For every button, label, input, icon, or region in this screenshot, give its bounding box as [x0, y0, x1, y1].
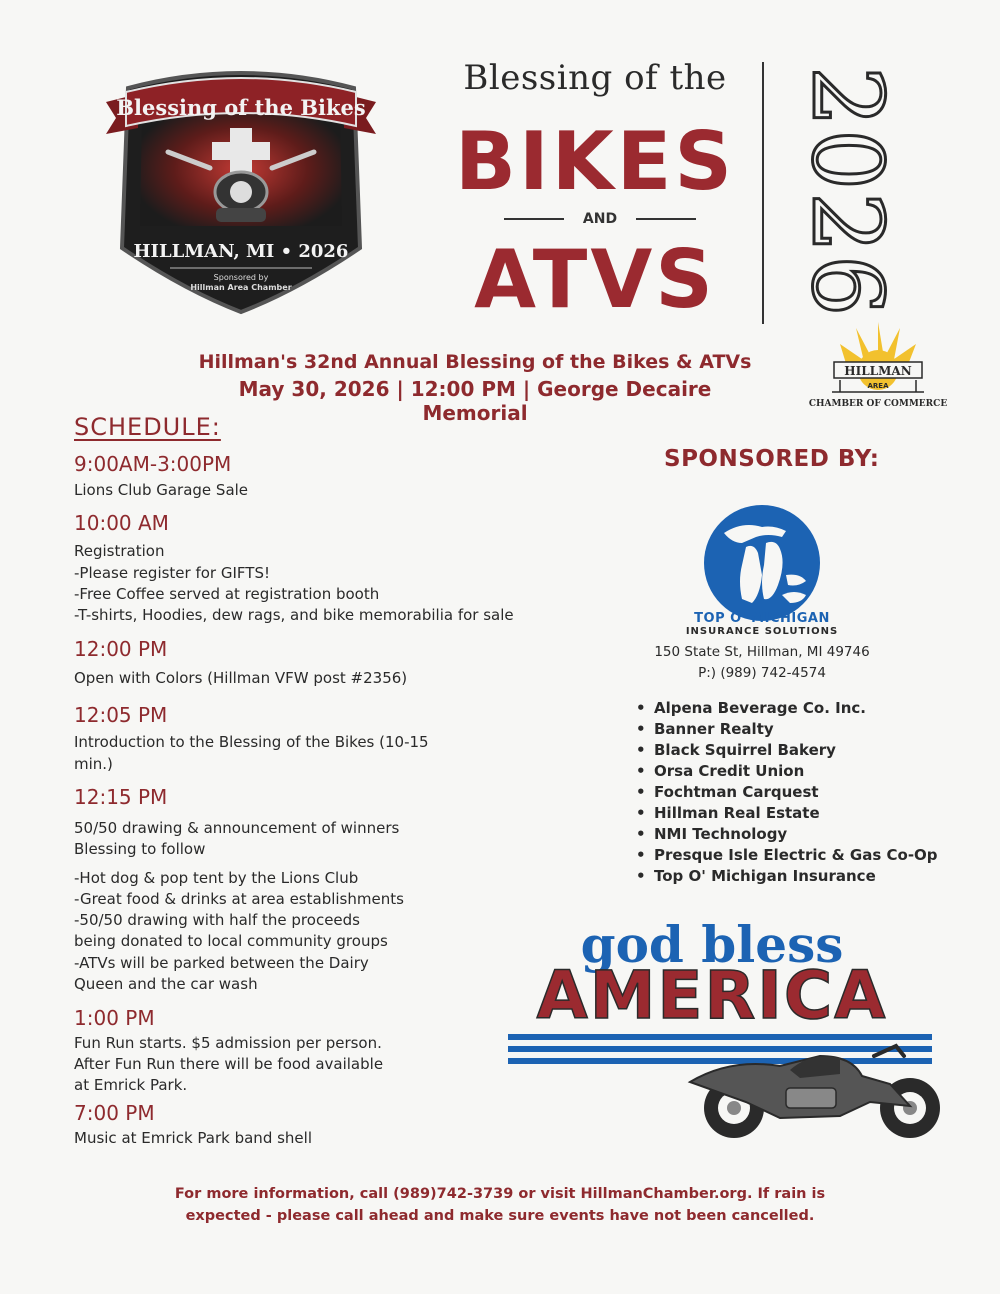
schedule-detail: min.)	[74, 755, 113, 773]
chamber-of-commerce-logo	[808, 322, 948, 414]
year-vertical	[776, 56, 903, 326]
top-o-michigan-name: TOP O' MICHIGAN	[694, 611, 830, 626]
schedule-time: 12:05 PM	[74, 703, 168, 727]
god-bless-text: god bless	[580, 915, 844, 974]
schedule-detail: at Emrick Park.	[74, 1076, 188, 1094]
list-item: • Banner Realty	[632, 719, 938, 740]
schedule-detail: -ATVs will be parked between the Dairy	[74, 954, 369, 972]
chamber-name: HILLMAN	[844, 364, 912, 378]
schedule-detail: -Great food & drinks at area establishments	[74, 890, 404, 908]
blessing-bikes-emblem	[98, 58, 384, 316]
title-line-1: Blessing of the	[463, 58, 727, 98]
schedule-detail: Lions Club Garage Sale	[74, 481, 249, 499]
sponsor-list	[632, 698, 938, 887]
schedule-heading: SCHEDULE:	[74, 413, 221, 441]
god-bless-america-graphic	[490, 906, 950, 1146]
schedule-time: 10:00 AM	[74, 511, 169, 535]
chamber-area: AREA	[867, 382, 889, 390]
emblem-banner-text: Blessing of the Bikes	[116, 95, 366, 120]
schedule-time: 12:15 PM	[74, 785, 168, 809]
schedule-detail: Registration	[74, 542, 165, 560]
schedule-detail: -Hot dog & pop tent by the Lions Club	[74, 869, 359, 887]
emblem-sponsor: Hillman Area Chamber	[190, 283, 292, 292]
event-date-time-location: May 30, 2026 | 12:00 PM | George Decaire Memorial	[238, 377, 712, 425]
title-and: AND	[582, 211, 618, 227]
schedule-detail: Music at Emrick Park band shell	[74, 1129, 312, 1147]
schedule-time: 9:00AM-3:00PM	[74, 452, 232, 476]
list-item: • NMI Technology	[632, 824, 938, 845]
schedule-detail: After Fun Run there will be food available	[74, 1055, 384, 1073]
schedule-detail: 50/50 drawing & announcement of winners	[74, 819, 400, 837]
schedule-detail: being donated to local community groups	[74, 932, 388, 950]
sun-rays-icon	[840, 322, 916, 390]
list-item: • Black Squirrel Bakery	[632, 740, 938, 761]
top-o-michigan-subtitle: INSURANCE SOLUTIONS	[685, 626, 839, 637]
list-item: • Alpena Beverage Co. Inc.	[632, 698, 938, 719]
top-o-michigan-address: 150 State St, Hillman, MI 49746	[654, 644, 870, 660]
event-subtitle: Hillman's 32nd Annual Blessing of the Bikes & ATVs	[198, 351, 752, 373]
top-o-michigan-logo	[702, 503, 822, 623]
list-item: • Hillman Real Estate	[632, 803, 938, 824]
schedule-detail: Blessing to follow	[74, 840, 206, 858]
schedule-detail: -Free Coffee served at registration booth	[74, 585, 380, 603]
schedule-detail: Fun Run starts. $5 admission per person.	[74, 1034, 382, 1052]
title-and-row	[500, 208, 700, 230]
list-item: • Orsa Credit Union	[632, 761, 938, 782]
title-atvs: ATVS	[474, 233, 716, 326]
schedule-time: 7:00 PM	[74, 1101, 155, 1125]
schedule-time: 12:00 PM	[74, 637, 168, 661]
schedule-detail: -T-shirts, Hoodies, dew rags, and bike memorabilia for sale	[74, 606, 514, 624]
and-rule-right	[636, 218, 696, 220]
footer-info-line-2: expected - please call ahead and make sure events have not been cancelled.	[185, 1208, 815, 1224]
america-text: AMERICA	[536, 957, 888, 1034]
title-divider	[762, 62, 764, 324]
list-item: • Presque Isle Electric & Gas Co-Op	[632, 845, 938, 866]
top-o-michigan-phone: P:) (989) 742-4574	[698, 665, 826, 681]
title-bikes: BIKES	[455, 115, 735, 208]
footer-info-line-1: For more information, call (989)742-3739 or visit HillmanChamber.org. If rain is	[174, 1186, 826, 1202]
emblem-location-text: HILLMAN, MI • 2026	[133, 241, 349, 262]
schedule-detail: Open with Colors (Hillman VFW post #2356)	[74, 669, 408, 687]
stripes	[508, 1034, 932, 1064]
sponsored-by-heading: SPONSORED BY:	[664, 446, 880, 472]
schedule-time: 1:00 PM	[74, 1006, 155, 1030]
schedule-detail: -50/50 drawing with half the proceeds	[74, 911, 360, 929]
schedule-detail: Introduction to the Blessing of the Bikes (10-15	[74, 733, 429, 751]
title-year: 2026	[791, 66, 903, 319]
schedule-detail: Queen and the car wash	[74, 975, 258, 993]
chamber-org: CHAMBER OF COMMERCE	[808, 399, 948, 409]
list-item: • Top O' Michigan Insurance	[632, 866, 938, 887]
list-item: • Fochtman Carquest	[632, 782, 938, 803]
emblem-sponsored-by: Sponsored by	[213, 273, 269, 282]
schedule-detail: -Please register for GIFTS!	[74, 564, 270, 582]
